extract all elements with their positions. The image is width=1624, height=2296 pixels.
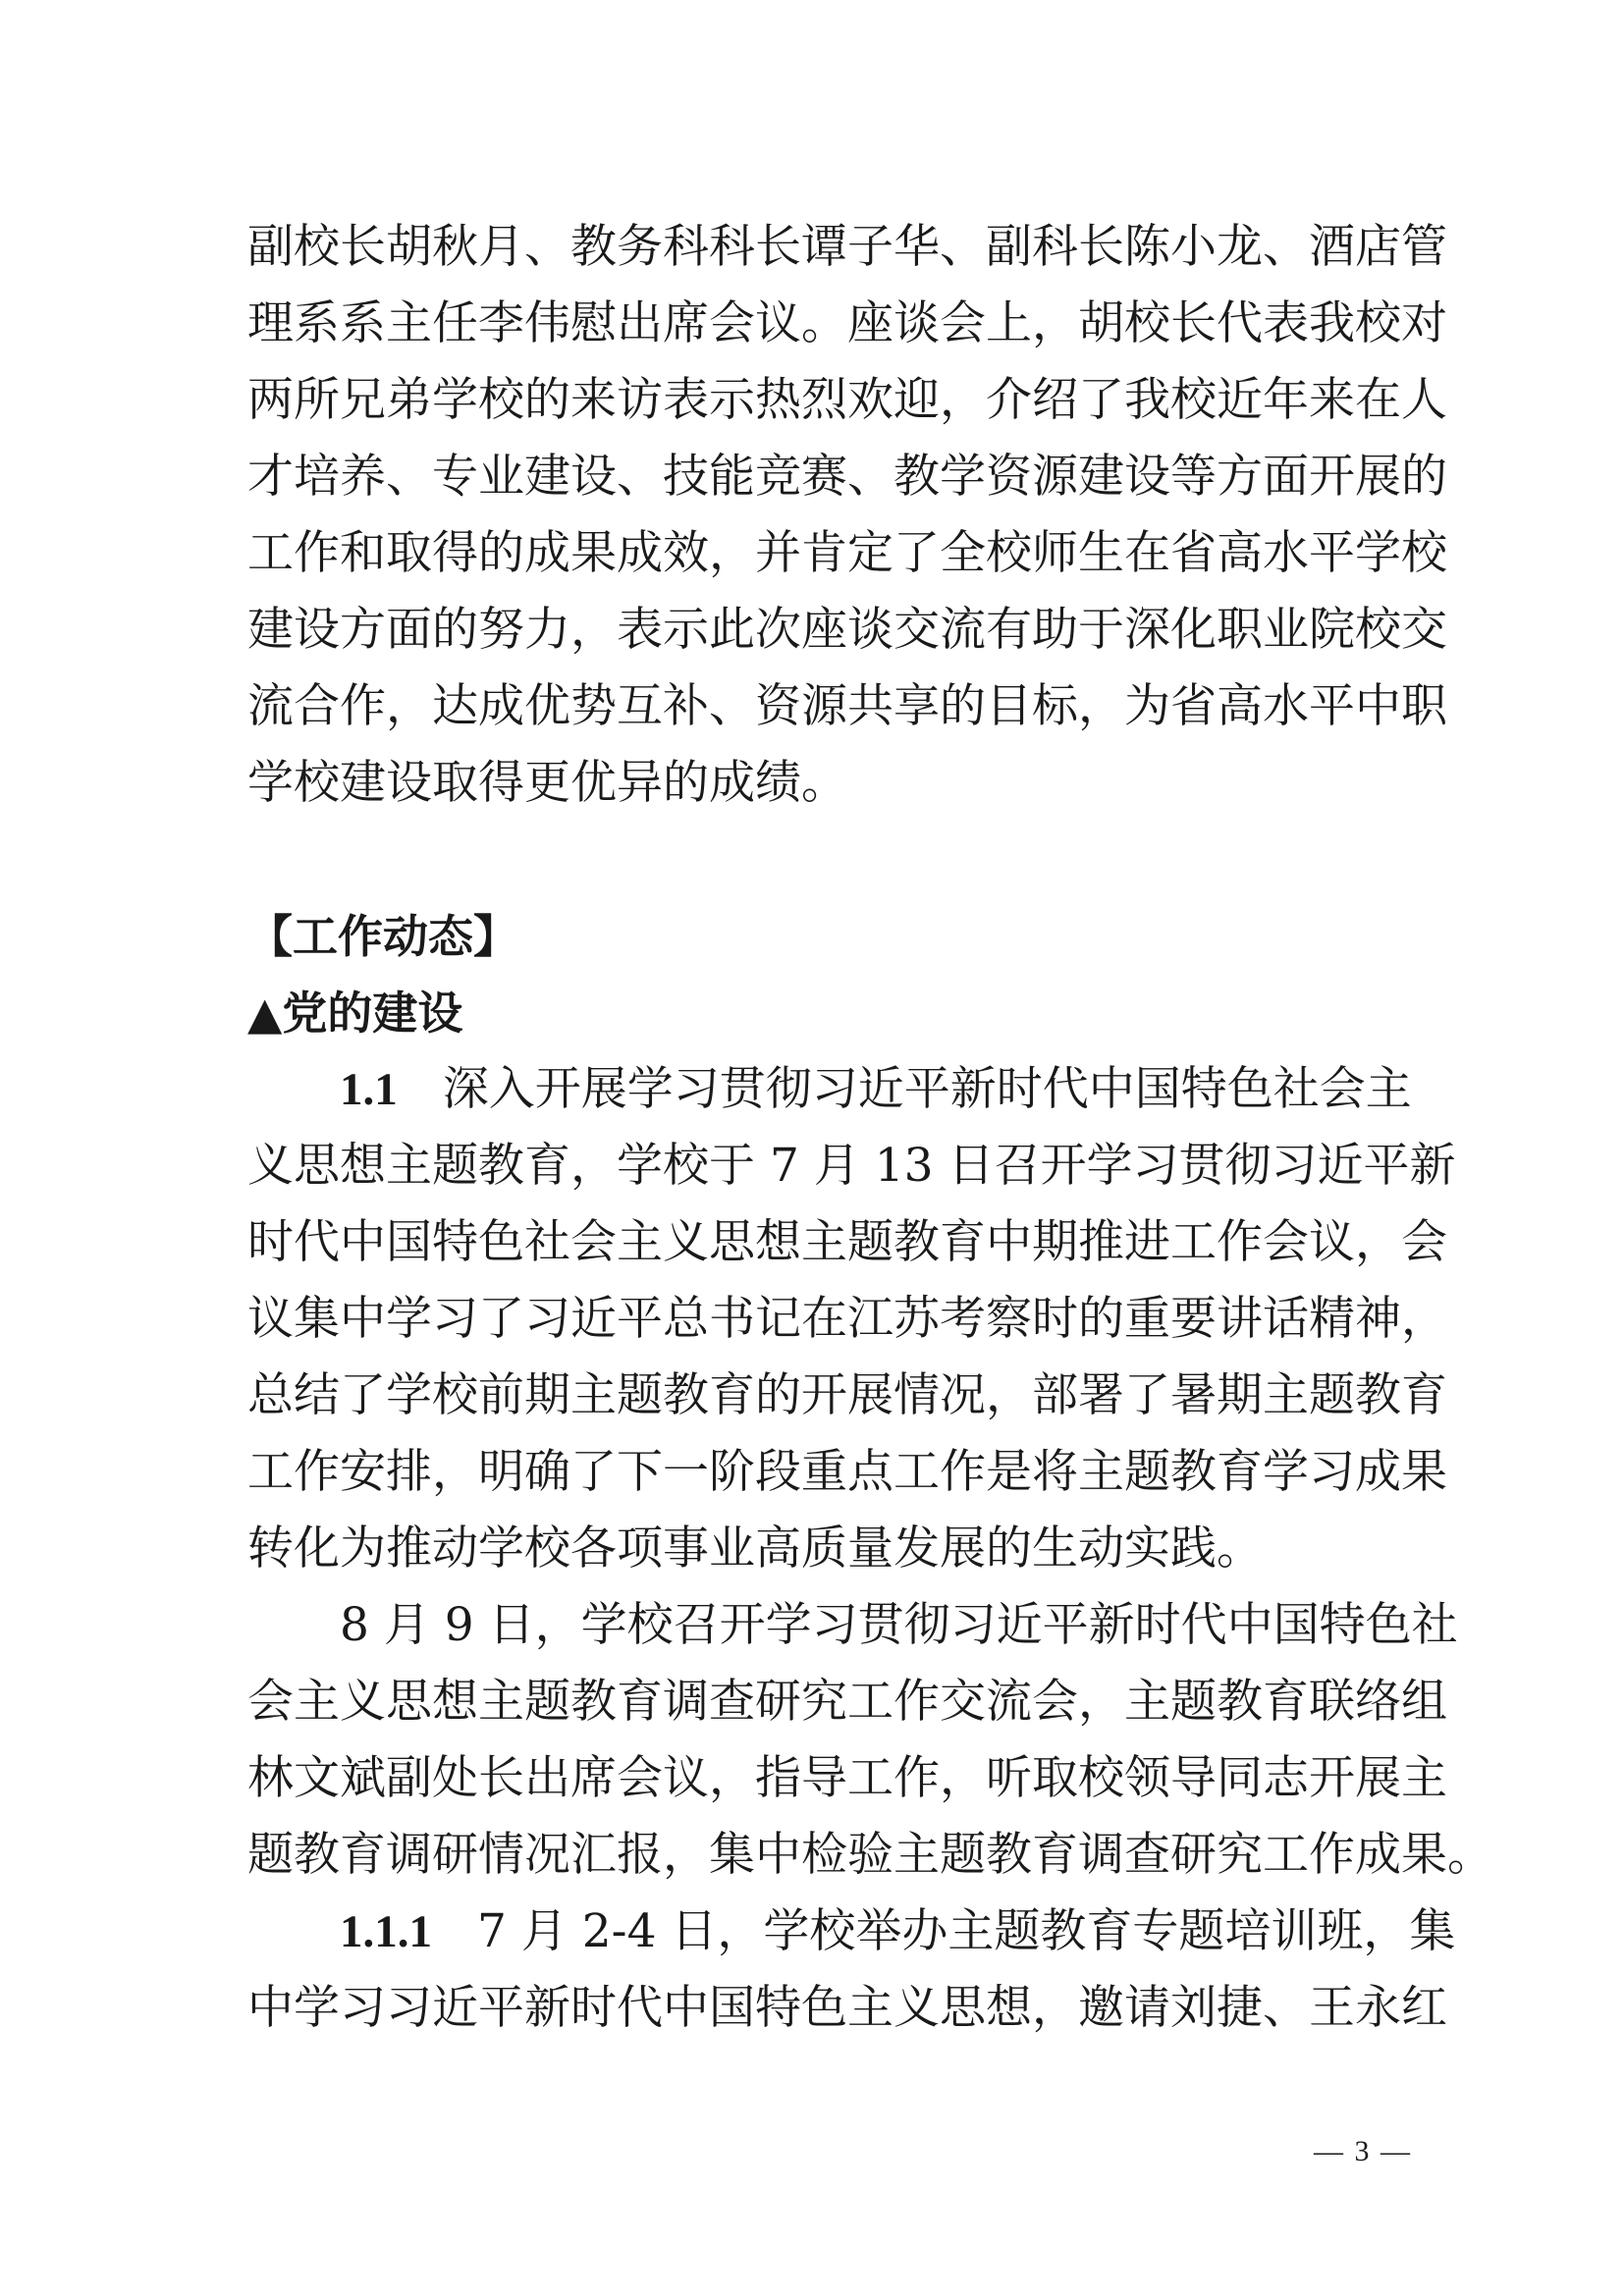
subsection-title: ▲党的建设 [247, 987, 463, 1040]
paragraph-first-line: 8 月 9 日，学校召开学习贯彻习近平新时代中国特色社 [340, 1598, 1458, 1652]
paragraph-line: 建设方面的努力，表示此次座谈交流有助于深化职业院校交 [247, 603, 1447, 657]
paragraph-line: 转化为推动学校各项事业高质量发展的生动实践。 [247, 1522, 1263, 1575]
paragraph-line: 工作和取得的成果成效，并肯定了全校师生在省高水平学校 [247, 526, 1447, 580]
section-title: 【工作动态】 [247, 910, 518, 963]
paragraph-line: 学校建设取得更优异的成绩。 [247, 756, 847, 810]
item-first-line [340, 1902, 1456, 1961]
item-first-line [340, 1060, 1412, 1119]
paragraph-line: 议集中学习了习近平总书记在江苏考察时的重要讲话精神， [247, 1292, 1447, 1346]
paragraph-line: 两所兄弟学校的来访表示热烈欢迎，介绍了我校近年来在人 [247, 373, 1447, 427]
paragraph-line: 流合作，达成优势互补、资源共享的目标，为省高水平中职 [247, 679, 1447, 733]
paragraph-line: 中学习习近平新时代中国特色主义思想，邀请刘捷、王永红 [247, 1981, 1447, 2035]
paragraph-line: 才培养、专业建设、技能竞赛、教学资源建设等方面开展的 [247, 450, 1447, 504]
item-text: 7 月 2-4 日，学校举办主题教育专题培训班，集 [477, 1904, 1456, 1958]
paragraph-line: 副校长胡秋月、教务科科长谭子华、副科长陈小龙、酒店管 [247, 220, 1447, 274]
item-text: 深入开展学习贯彻习近平新时代中国特色社会主 [442, 1062, 1412, 1116]
paragraph-line: 工作安排，明确了下一阶段重点工作是将主题教育学习成果 [247, 1445, 1447, 1499]
item-number: 1.1.1 [340, 1906, 432, 1957]
paragraph-line: 总结了学校前期主题教育的开展情况，部署了暑期主题教育 [247, 1368, 1447, 1422]
paragraph-line: 理系系主任李伟慰出席会议。座谈会上，胡校长代表我校对 [247, 296, 1447, 350]
paragraph-line: 义思想主题教育，学校于 7 月 13 日召开学习贯彻习近平新 [247, 1139, 1456, 1193]
paragraph-line: 会主义思想主题教育调查研究工作交流会，主题教育联络组 [247, 1675, 1447, 1729]
paragraph-line: 题教育调研情况汇报，集中检验主题教育调查研究工作成果。 [247, 1828, 1493, 1882]
paragraph-line: 时代中国特色社会主义思想主题教育中期推进工作会议，会 [247, 1215, 1447, 1269]
paragraph-line: 林文斌副处长出席会议，指导工作，听取校领导同志开展主 [247, 1751, 1447, 1805]
item-number: 1.1 [340, 1064, 398, 1115]
page-number: — 3 — [1314, 2135, 1412, 2167]
